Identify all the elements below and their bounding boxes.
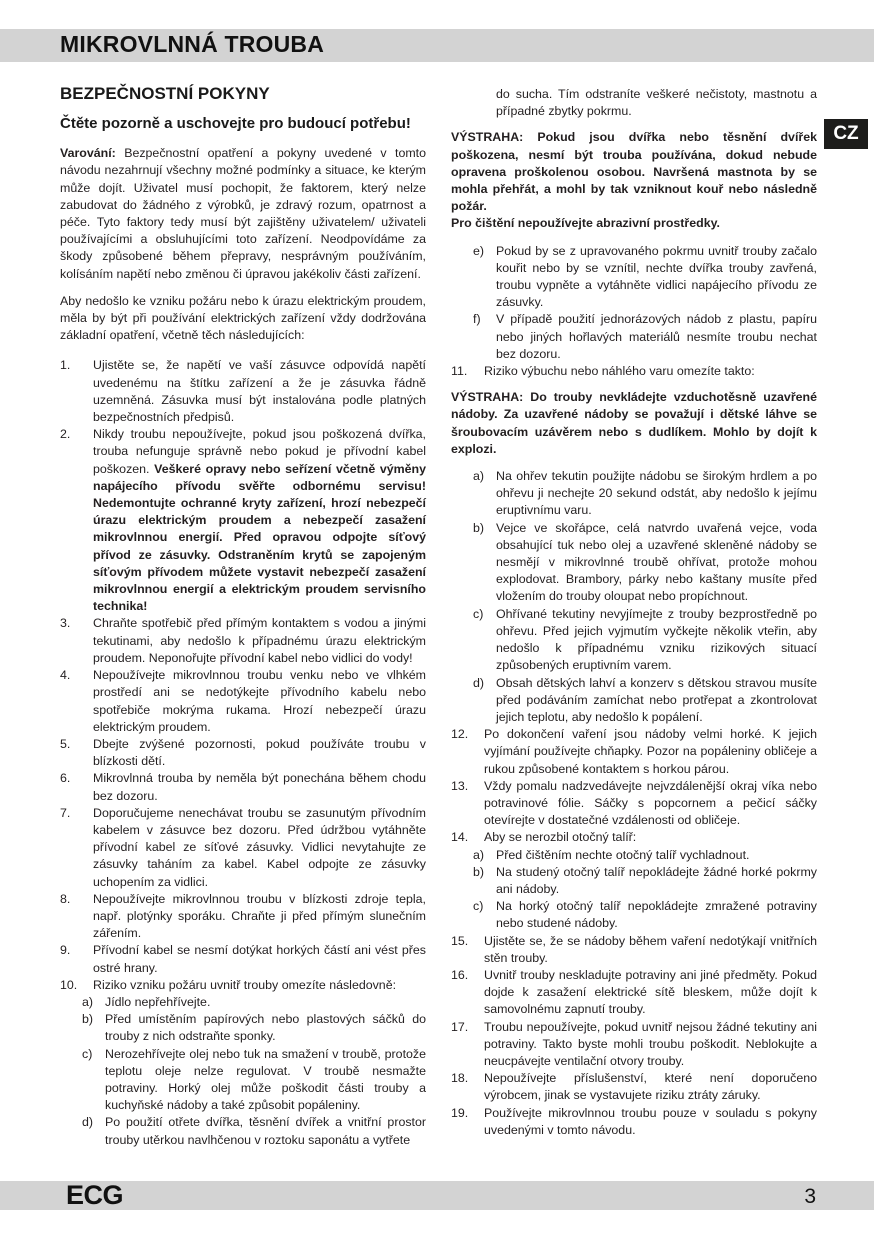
list-item-5: 5. Dbejte zvýšené pozornosti, pokud používáte troubu v blízkosti dětí. — [60, 736, 426, 769]
sub-item-11b: b) Vejce ve skořápce, celá natvrdo uvařená vejce, voda obsahující tuk nebo olej a uzavřené skleněné nádoby se nesmějí v mikrovlnné troubě ohřívat, protože mohou explodovat. Brambory, párky nebo kaštany musíte před vložením do trouby oloupat nebo propíchnout. — [473, 520, 817, 604]
language-badge: CZ — [824, 119, 868, 149]
list-item-13: 13. Vždy pomalu nadzvedávejte nejvzdálenější okraj víka nebo potravinové fólie. Sáčky s popcornem a pečicí sáčky otevírejte v dostatečné vzdálenosti od obličeje. — [451, 778, 817, 828]
sub-item-11a: a) Na ohřev tekutin použijte nádobu se širokým hrdlem a po ohřevu ji nechejte 20 sekund odstát, aby nedošlo k jejímu eruptivnímu varu. — [473, 469, 817, 518]
sub-item-10e: e) Pokud by se z upravovaného pokrmu uvnitř trouby začalo kouřit nebo by se vznítil, nechte dvířka trouby zavřená, troubu vypněte a vytáhněte vidlici napájecího přívodu ze zásuvky. — [473, 243, 817, 310]
list-item-16: 16. Uvnitř trouby neskladujte potraviny ani jiné předměty. Pokud dojde k zasažení elektrické sítě bleskem, může dojít k samovolnému zapnutí trouby. — [451, 967, 817, 1017]
sub-item-10d: d) Po použití otřete dvířka, těsnění dvířek a vnitřní prostor trouby utěrkou navlhčenou v roztoku saponátu a vytřete — [82, 1115, 426, 1147]
list-item-17: 17. Troubu nepoužívejte, pokud uvnitř nejsou žádné tekutiny ani potraviny. Takto byste mohli troubu poškodit. Neblokujte a neucpávejte ventilační otvory trouby. — [451, 1019, 817, 1068]
header-bar — [0, 29, 874, 62]
section-subheading: Čtěte pozorně a uschovejte pro budoucí potřebu! — [60, 115, 411, 133]
page-number: 3 — [804, 1185, 816, 1208]
sub-item-11c: c) Ohřívané tekutiny nevyjímejte z trouby bezprostředně po ohřevu. Před jejich vyjmutím vyčkejte několik vteřin, aby nedošlo k případnému vzniku rizikových situací způsobených eruptivním varem. — [473, 606, 817, 673]
page-title: MIKROVLNNÁ TROUBA — [60, 31, 325, 57]
list-item-12: 12. Po dokončení vaření jsou nádoby velmi horké. K jejich vyjímání používejte chňapky. Pozor na popáleniny obličeje a rukou způsobené kontaktem s horkou párou. — [451, 727, 817, 776]
sub-item-10b: b) Před umístěním papírových nebo plastových sáčků do trouby z nich odstraňte sponky. — [82, 1012, 426, 1044]
list-item-8: 8. Nepoužívejte mikrovlnnou troubu v blízkosti zdroje tepla, např. plotýnky sporáku. Chraňte ji před přímým slunečním zářením. — [60, 891, 426, 941]
warning-abrasives: Pro čištění nepoužívejte abrazivní prostředky. — [451, 216, 720, 231]
list-item-4: 4. Nepoužívejte mikrovlnnou troubu venku nebo ve vlhkém prostředí ani se nedotýkejte přívodního kabelu nebo spotřebiče mokrýma rukama. Hrozí nebezpečí úrazu elektrickým proudem. — [60, 668, 426, 734]
list-item-14: 14. Aby se nerozbil otočný talíř: — [451, 830, 637, 845]
brand-logo: ECG — [66, 1180, 124, 1210]
list-item-15: 15. Ujistěte se, že se nádoby během vaření nedotýkají vnitřních stěn trouby. — [451, 933, 817, 965]
list-item-3: 3. Chraňte spotřebič před přímým kontaktem s vodou a jinými tekutinami, aby nedošlo k případnému úrazu elektrickým proudem. Neponořujte přívodní kabel nebo vidlici do vody! — [60, 616, 426, 665]
sub-item-14b: b) Na studený otočný talíř nepokládejte žádné horké pokrmy ani nádoby. — [473, 864, 817, 896]
warning-sealed-containers: VÝSTRAHA: Do trouby nevkládejte vzduchotěsně uzavřené nádoby. Za uzavřené nádoby se považují i dětské láhve se šroubovacím uzávěrem nebo s dudlíkem. Mohlo by dojít k explozi. — [451, 390, 817, 456]
sub-item-14a: a) Před čištěním nechte otočný talíř vychladnout. — [473, 847, 750, 862]
sub-item-10d-continued: do sucha. Tím odstraníte veškeré nečistoty, mastnotu a případné zbytky pokrmu. — [496, 87, 817, 119]
list-item-11: 11. Riziko výbuchu nebo náhlého varu omezíte takto: — [451, 364, 755, 379]
list-item-2: 2. Nikdy troubu nepoužívejte, pokud jsou poškozená dvířka, trouba nefunguje správně nebo pokud je přívodní kabel poškozen. Veškeré opravy nebo seřízení včetně výměny napájecího přívodu svěřte odbornému servisu! Nedemontujte ochranné kryty zařízení, hrozí nebezpečí úrazu elektrickým proudem a nebezpečí zasažení mikrovlnnou energií. Před opravou odpojte síťový přívod ze zásuvky. Odstraněním krytů se zapojeným síťovým přívodem můžete vystavit nebezpečí zasažení mikrovlnnou energií a elektrickým proudem servisního technika! — [60, 427, 426, 614]
list-item-18: 18. Nepoužívejte příslušenství, které není doporučeno výrobcem, jinak se vystavujete riziku ztráty záruky. — [451, 1071, 817, 1103]
right-column — [451, 86, 817, 1139]
sub-item-14c: c) Na horký otočný talíř nepokládejte zmražené potraviny nebo studené nádoby. — [473, 899, 817, 931]
section-heading: BEZPEČNOSTNÍ POKYNY — [60, 84, 270, 103]
sub-item-10a: a) Jídlo nepřehřívejte. — [82, 994, 211, 1009]
list-item-19: 19. Používejte mikrovlnnou troubu pouze v souladu s pokyny uvedenými v tomto návodu. — [451, 1105, 817, 1137]
intro-paragraph: Aby nedošlo ke vzniku požáru nebo k úrazu elektrickým proudem, měla by být při používání elektrických zařízení vždy dodržována základní opatření, včetně těch následujících: — [60, 293, 426, 343]
sub-item-10c: c) Nerozehřívejte olej nebo tuk na smažení v troubě, protože teplotu oleje nelze regulovat. V troubě nesmažte potraviny. Horký olej může poškodit části trouby a kuchyňské nádoby a také způsobit popáleniny. — [82, 1046, 426, 1113]
sub-item-11d: d) Obsah dětských lahví a konzerv s dětskou stravou musíte před podáváním zamíchat nebo protřepat a zkontrolovat jejich teplotu, aby nedošlo k popálení. — [473, 675, 817, 724]
list-item-9: 9. Přívodní kabel se nesmí dotýkat horkých částí ani vést přes ostré hrany. — [60, 943, 426, 975]
left-column — [60, 85, 426, 1149]
warning-paragraph — [60, 145, 426, 283]
list-item-6: 6. Mikrovlnná trouba by neměla být ponechána během chodu bez dozoru. — [60, 771, 426, 803]
list-item-7: 7. Doporučujeme nenechávat troubu se zasunutým přívodním kabelem v zásuvce bez dozoru. Před údržbou vytáhněte přívodní kabel ze síťové zásuvky. Vidlici nevytahujte ze zásuvky taháním za kabel. Kabel odpojte ze zásuvky uchopením za vidlici. — [60, 805, 426, 889]
warning-label: Varování: — [60, 146, 116, 161]
warning-damaged-door: VÝSTRAHA: Pokud jsou dvířka nebo těsnění dvířek poškozena, nesmí být trouba používána, dokud nebude opravena proškolenou osobou. Navršená mastnota by se mohla přehřát, a mohl by tak vzniknout kouř nebo následně požár. — [451, 130, 817, 214]
footer-bar — [0, 1181, 874, 1210]
list-item-10: 10. Riziko vzniku požáru uvnitř trouby omezíte následovně: — [60, 977, 397, 992]
list-item-1: 1. Ujistěte se, že napětí ve vaší zásuvce odpovídá napětí uvedenému na štítku zařízení a že je zásuvka řádně uzemněná. Zásuvka musí být instalována podle platných bezpečnostních předpisů. — [60, 358, 426, 425]
warning-text: Bezpečnostní opatření a pokyny uvedené v tomto návodu nezahrnují všechny možné podmínky a situace, ke kterým může dojít. Uživatel musí pochopit, že faktorem, který nelze zabudovat do žádného z výrobků, je zdravý rozum, opatrnost a péče. Tyto faktory tedy musí být zajištěny uživatelem/ uživateli používajícími a obsluhujícími toto zařízení. Neodpovídáme za škody způsobené během přepravy, nesprávným používáním, kolísáním napětí nebo změnou či úpravou jakékoliv části zařízení. — [60, 146, 426, 281]
sub-item-10f: f) V případě použití jednorázových nádob z plastu, papíru nebo jiných hořlavých materiálů nesmíte troubu nechat bez dozoru. — [473, 312, 817, 361]
